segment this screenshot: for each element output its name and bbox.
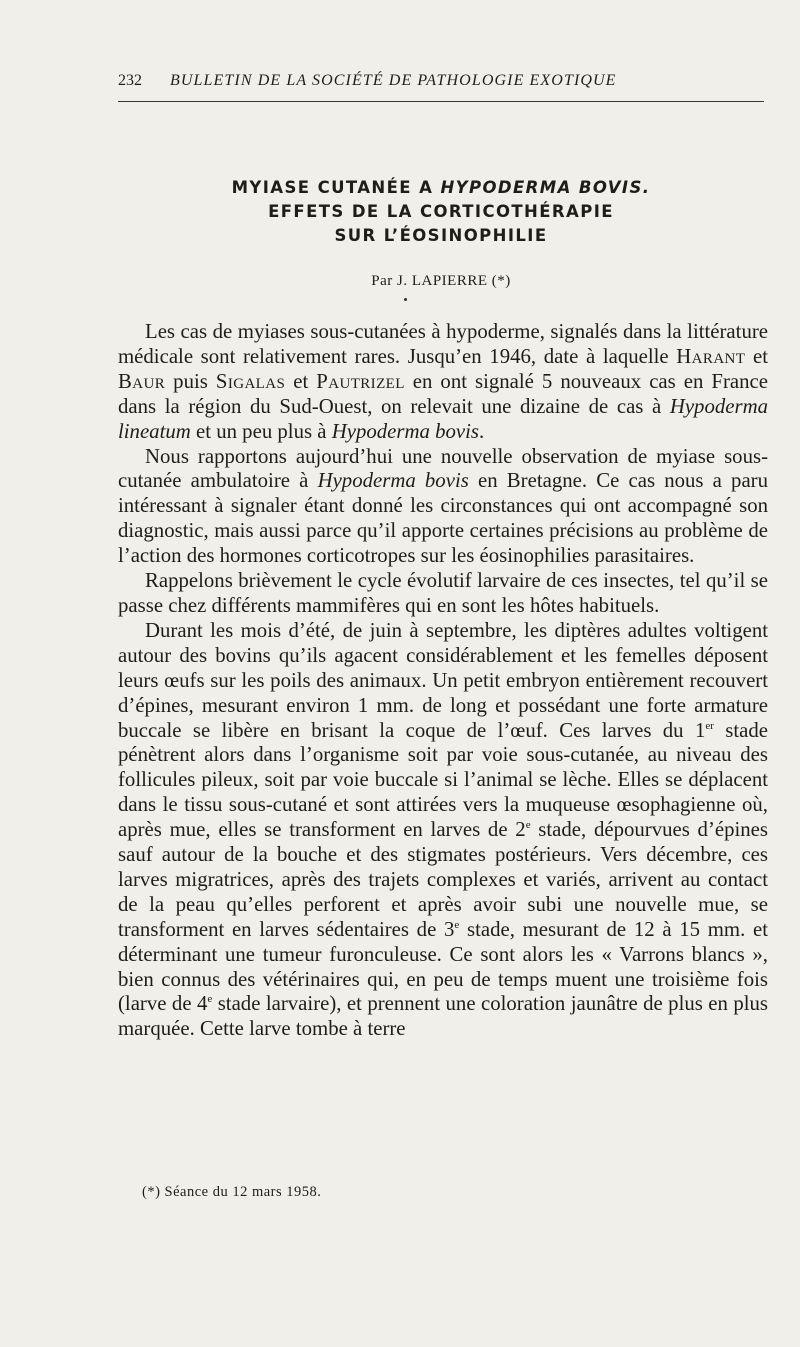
species-name: Hypoderma bovis xyxy=(317,469,469,493)
author-name: Sigalas xyxy=(215,369,286,393)
paragraph-3: Rappelons brièvement le cycle évolutif larvaire de ces insectes, tel qu’il se passe chez différents mammifères qui en sont les hôtes habituels. xyxy=(118,569,768,617)
species-name: Hypoderma bovis xyxy=(331,419,480,443)
paragraph-1: Les cas de myiases sous-cutanées à hypoderme, signalés dans la littérature médicale sont relativement rares. Jusqu’en 1946, date à laquelle Harant et Baur puis Sigalas et Pautrizel en ont signalé 5 nouveaux cas en France dans la région du Sud-Ouest, on relevait une dizaine de cas à Hypoderma lineatum et un peu plus à Hypoderma bovis. xyxy=(118,320,768,443)
paragraph-4: Durant les mois d’été, de juin à septembre, les diptères adultes voltigent autour des bovins qu’ils agacent considérablement et les femelles déposent leurs œufs sur les poils des animaux. Un petit embryon entièrement recouvert d’épines, mesurant environ 1 mm. de long et possédant une forte armature buccale se libère en brisant la coque de l’œuf. Ces larves du 1er stade pénètrent alors dans l’organisme soit par voie sous-cutanée, au niveau des follicules pileux, soit par voie buccale si l’animal se lèche. Elles se déplacent dans le tissu sous-cutané et sont attirées vers la muqueuse œsophagienne où, après mue, elles se transforment en larves de 2e stade, dépourvues d’épines sauf autour de la bouche et des stigmates postérieurs. Vers décembre, ces larves migratrices, après des trajets complexes et variés, arrivent au contact de la peau qu’elles perforent et après avoir subi une nouvelle mue, se transforment en larves sédentaires de 3e stade, mesurant de 12 à 15 mm. et déterminant une tumeur furonculeuse. Ce sont alors les « Varrons blancs », bien connus des vétérinaires qui, en peu de temps muent une troisième fois (larve de 4e stade larvaire), et prennent une coloration jaunâtre de plus en plus marquée. Cette larve tombe à terre xyxy=(118,618,769,1041)
title-line-1: MYIASE CUTANÉE A HYPODERMA BOVIS. xyxy=(231,178,651,197)
author-name: Pautrizel xyxy=(316,369,405,393)
running-header xyxy=(118,72,764,90)
separator-dot xyxy=(404,298,407,301)
journal-title: BULLETIN DE LA SOCIÉTÉ DE PATHOLOGIE EXOTIQUE xyxy=(170,72,617,89)
article-body xyxy=(118,320,768,1042)
header-rule xyxy=(118,101,764,102)
page-number: 232 xyxy=(118,72,142,89)
title-line-2: EFFETS DE LA CORTICOTHÉRAPIE xyxy=(268,202,614,221)
author-name: Harant xyxy=(676,344,746,368)
author-line: Par J. LAPIERRE (*) xyxy=(371,273,511,289)
species-name: Hypoderma lineatum xyxy=(118,394,768,443)
author-name: Baur xyxy=(118,369,166,393)
article-title xyxy=(118,176,764,248)
title-line-3: SUR L’ÉOSINOPHILIE xyxy=(334,226,548,245)
paragraph-2: Nous rapportons aujourd’hui une nouvelle observation de myiase sous-cutanée ambulatoire à Hypoderma bovis en Bretagne. Ce cas nous a paru intéressant à signaler étant donné les circonstances qui ont accompagné son diagnostic, mais aussi parce qu’il apporte certaines précisions au problème de l’action des hormones corticotropes sur les éosinophilies parasitaires. xyxy=(118,444,769,568)
footnote: (*) Séance du 12 mars 1958. xyxy=(142,1184,322,1200)
